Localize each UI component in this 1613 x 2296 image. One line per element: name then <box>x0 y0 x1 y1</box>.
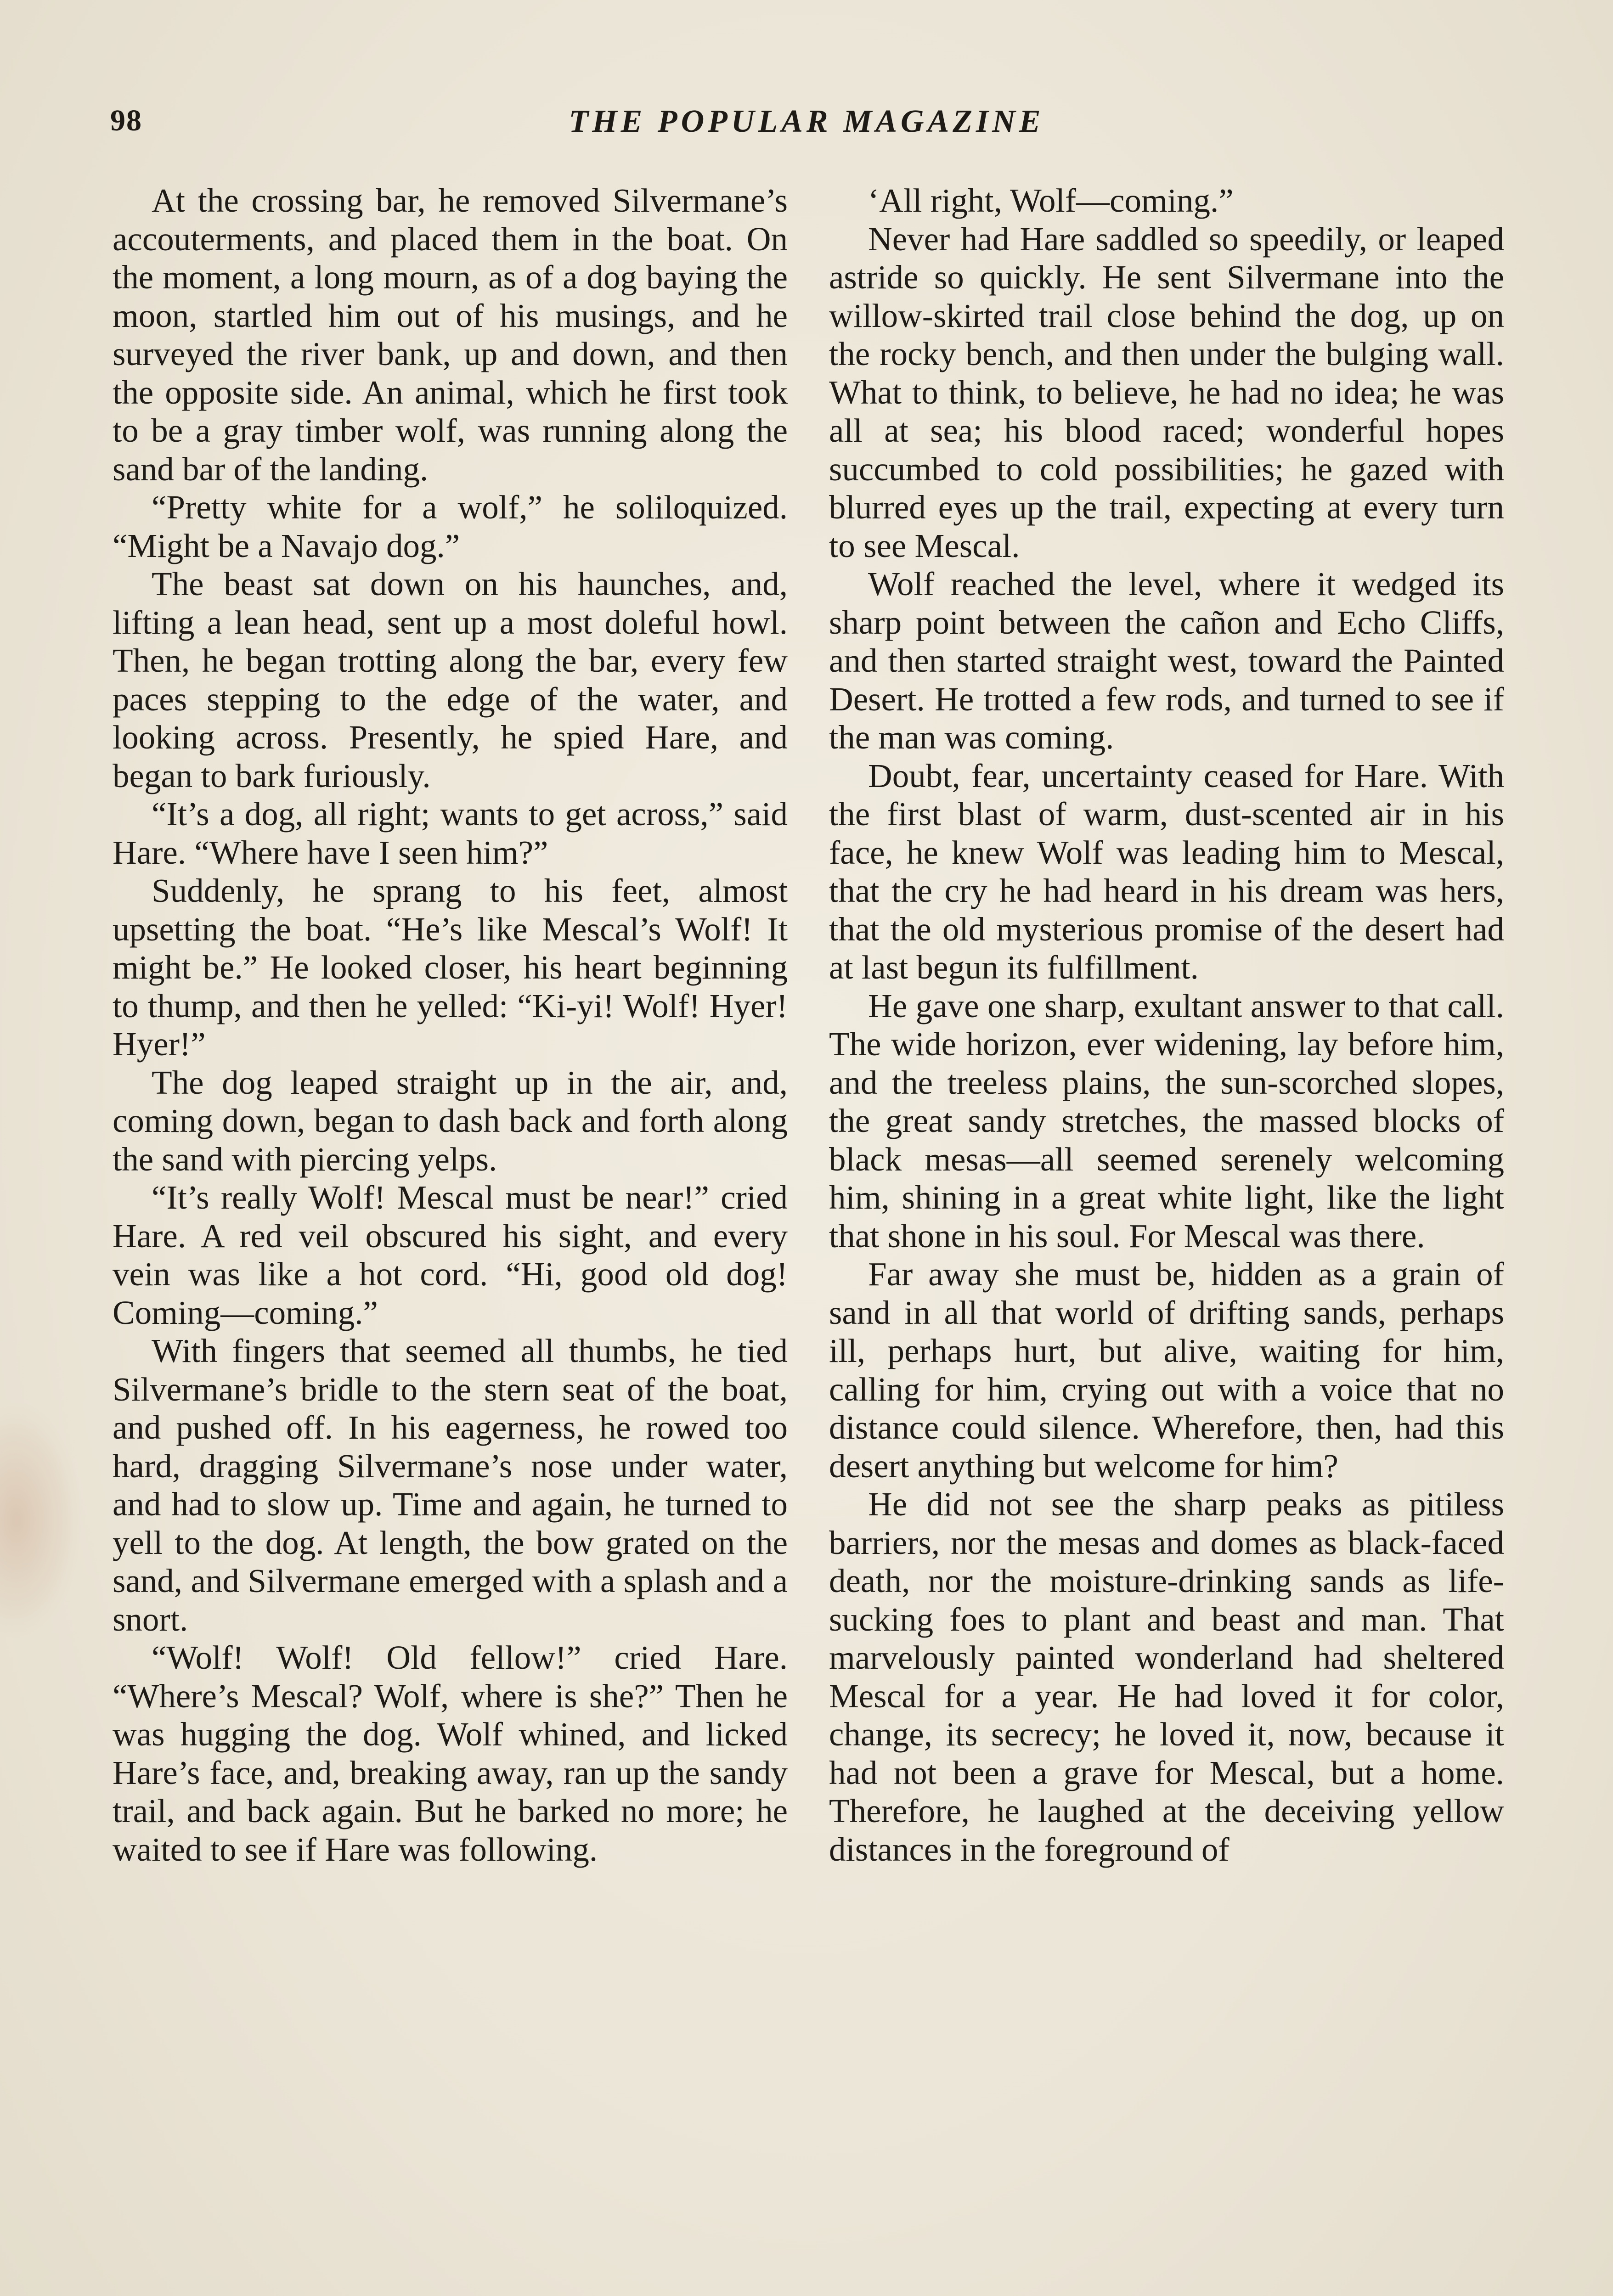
paragraph: “Pretty white for a wolf,” he soliloquized. “Might be a Navajo dog.” <box>113 489 788 564</box>
paragraph: He did not see the sharp peaks as pitiless barriers, nor the mesas and domes as black-faced death, nor the moisture-drinking sands as life-sucking foes to plant and beast and man. That marvelously painted wonderland had sheltered Mescal for a year. He had loved it for color, change, its secrecy; he loved it, now, because it had not been a grave for Mescal, but a home. Therefore, he laughed at the deceiving yellow distances in the foreground of <box>829 1486 1504 1868</box>
paragraph: “It’s a dog, all right; wants to get across,” said Hare. “Where have I seen him?” <box>113 795 788 871</box>
paragraph: “It’s really Wolf! Mescal must be near!” cried Hare. A red veil obscured his sight, and every vein was like a hot cord. “Hi, good old dog! Coming—coming.” <box>113 1179 788 1331</box>
running-title: THE POPULAR MAGAZINE <box>569 104 1044 139</box>
page-header <box>110 103 1503 158</box>
paragraph: At the crossing bar, he removed Silvermane’s accouterments, and placed them in the boat. On the moment, a long mourn, as of a dog baying the moon, startled him out of his musings, and he surveyed the river bank, up and down, and then the opposite side. An animal, which he first took to be a gray timber wolf, was running along the sand bar of the landing. <box>113 182 788 488</box>
paragraph: Far away she must be, hidden as a grain of sand in all that world of drifting sands, perhaps ill, perhaps hurt, but alive, waiting for him, calling for him, crying out with a voice that no distance could silence. Wherefore, then, had this desert anything but welcome for him? <box>829 1255 1504 1485</box>
paragraph: “Wolf! Wolf! Old fellow!” cried Hare. “Where’s Mescal? Wolf, where is she?” Then he was hugging the dog. Wolf whined, and licked Hare’s face, and, breaking away, ran up the sandy trail, and back again. But he barked no more; he waited to see if Hare was following. <box>113 1639 788 1868</box>
paragraph: He gave one sharp, exultant answer to that call. The wide horizon, ever widening, lay before him, and the treeless plains, the sun-scorched slopes, the great sandy stretches, the massed blocks of black mesas—all seemed serenely welcoming him, shining in a great white light, like the light that shone in his soul. For Mescal was there. <box>829 987 1504 1255</box>
paragraph: With fingers that seemed all thumbs, he tied Silvermane’s bridle to the stern seat of the boat, and pushed off. In his eagerness, he rowed too hard, dragging Silvermane’s nose under water, and had to slow up. Time and again, he turned to yell to the dog. At length, the bow grated on the sand, and Silvermane emerged with a splash and a snort. <box>113 1332 788 1638</box>
paragraph: The beast sat down on his haunches, and, lifting a lean head, sent up a most doleful howl. Then, he began trotting along the bar, every few paces stepping to the edge of the water, and looking across. Presently, he spied Hare, and began to bark furiously. <box>113 565 788 794</box>
right-column <box>829 181 1504 1868</box>
paper-stain <box>0 1401 83 1639</box>
paragraph: ‘All right, Wolf—coming.” <box>868 182 1234 219</box>
page-number: 98 <box>110 104 142 137</box>
paragraph: The dog leaped straight up in the air, and, coming down, began to dash back and forth along the sand with piercing yelps. <box>113 1064 788 1178</box>
paragraph: Suddenly, he sprang to his feet, almost upsetting the boat. “He’s like Mescal’s Wolf! It might be.” He looked closer, his heart beginning to thump, and then he yelled: “Ki-yi! Wolf! Hyer! Hyer!” <box>113 872 788 1063</box>
paragraph: Never had Hare saddled so speedily, or leaped astride so quickly. He sent Silvermane into the willow-skirted trail close behind the dog, up on the rocky bench, and then under the bulging wall. What to think, to believe, he had no idea; he was all at sea; his blood raced; wonderful hopes succumbed to cold possibilities; he gazed with blurred eyes up the trail, expecting at every turn to see Mescal. <box>829 220 1504 564</box>
paragraph: Wolf reached the level, where it wedged its sharp point between the cañon and Echo Cliffs, and then started straight west, toward the Painted Desert. He trotted a few rods, and turned to see if the man was coming. <box>829 565 1504 756</box>
paragraph: Doubt, fear, uncertainty ceased for Hare. With the first blast of warm, dust-scented air in his face, he knew Wolf was leading him to Mescal, that the cry he had heard in his dream was hers, that the old mysterious promise of the desert had at last begun its fulfillment. <box>829 757 1504 986</box>
left-column <box>113 181 788 1868</box>
